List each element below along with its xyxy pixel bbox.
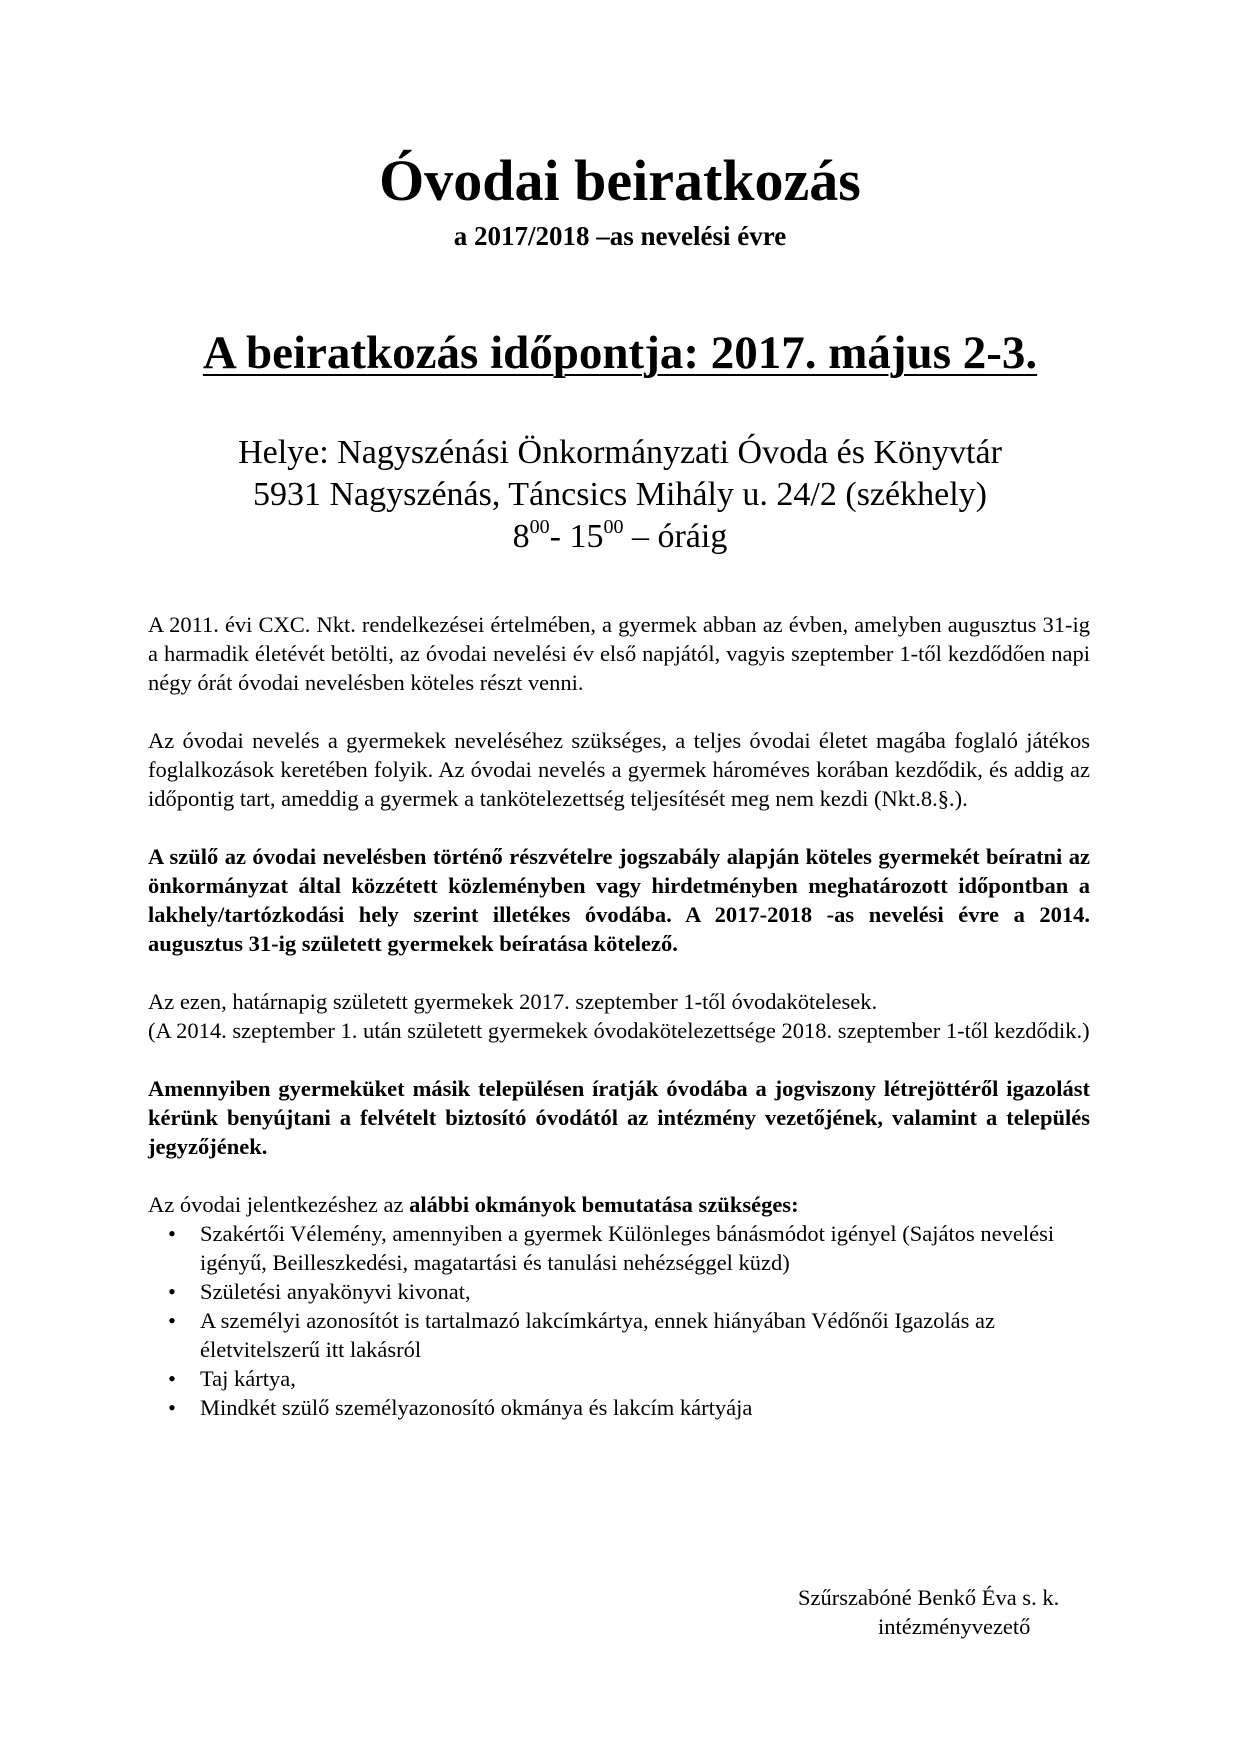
paragraph-other-settlement: Amennyiben gyermeküket másik településen íratják óvodába a jogviszony létrejöttéről igazolást kérünk benyújtani a felvételt biztosító óvodától az intézmény vezetőjének, valamint a település jegyzőjének. (148, 1076, 1090, 1159)
place-line-address: 5931 Nagyszénás, Táncsics Mihály u. 24/2 (székhely) (253, 476, 987, 513)
paragraph-education-description: Az óvodai nevelés a gyermekek neveléséhez szükséges, a teljes óvodai életet magába foglaló játékos foglalkozások keretében folyik. Az óvodai nevelés a gyermek hároméves korában kezdődik, és addig az időpontig tart, ameddig a gyermek a tankötelezettség teljesítését meg nem kezdi (Nkt.8.§.). (148, 728, 1090, 811)
deadline-line-1: Az ezen, határnapig született gyermekek 2017. szeptember 1-től óvodakötelesek. (148, 989, 878, 1014)
hours-end-minutes: 00 (603, 516, 624, 538)
document-item-text: Mindkét szülő személyazonosító okmánya és lakcím kártyája (200, 1395, 753, 1420)
docs-intro-bold: alábbi okmányok bemutatása szükséges: (409, 1192, 799, 1217)
page-title: Óvodai beiratkozás (379, 148, 861, 213)
enrollment-place-block (0, 432, 1240, 558)
paragraph-legal-basis: A 2011. évi CXC. Nkt. rendelkezései értelmében, a gyermek abban az évben, amelyben augusztus 31-ig a harmadik életévét betölti, az óvodai nevelési év első napjától, vagyis szeptember 1-től kezdődően napi négy órát óvodai nevelésben köteles részt venni. (148, 612, 1090, 695)
document-item-text: Születési anyakönyvi kivonat, (200, 1279, 471, 1304)
paragraph-parent-obligation: A szülő az óvodai nevelésben történő részvételre jogszabály alapján köteles gyermekét beíratni az önkormányzat által közzétett közleményben vagy hirdetményben meghatározott időpontban a lakhely/tartózkodási hely szerint illetékes óvodába. A 2017-2018 -as nevelési évre a 2014. augusztus 31-ig született gyermekek beíratása kötelező. (148, 844, 1090, 956)
bullet-icon: • (168, 1279, 176, 1304)
bullet-icon: • (168, 1366, 176, 1391)
document-item-text: A személyi azonosítót is tartalmazó lakcímkártya, ennek hiányában Védőnői Igazolás az életvitelszerű itt lakásról (200, 1308, 995, 1362)
signer-role: intézményvezető (878, 1614, 1031, 1639)
deadline-line-2: (A 2014. szeptember 1. után született gyermekek óvodakötelezettsége 2018. szeptember 1-től kezdődik.) (148, 1018, 1090, 1043)
list-item (148, 1364, 1090, 1393)
paragraph-documents-intro (148, 1190, 1090, 1219)
docs-intro-plain: Az óvodai jelentkezéshez az (148, 1192, 410, 1217)
page-subtitle: a 2017/2018 –as nevelési évre (453, 221, 787, 251)
hours-start-minutes: 00 (529, 516, 550, 538)
bullet-icon: • (168, 1308, 176, 1333)
hours-start: 8 (512, 518, 530, 555)
list-item (148, 1219, 1090, 1277)
required-documents-list (148, 1219, 1090, 1422)
hours-separator: - 15 (549, 518, 604, 555)
signature-block (780, 1583, 1100, 1641)
list-item (148, 1393, 1090, 1422)
enrollment-date-heading (0, 325, 1240, 381)
document-body (148, 610, 1090, 1422)
list-item (148, 1306, 1090, 1364)
paragraph-deadline-info (148, 987, 1090, 1045)
document-item-text: Szakértői Vélemény, amennyiben a gyermek Különleges bánásmódot igényel (Sajátos nevelési igényű, Beilleszkedési, magatartási és tanulási nehézséggel küzd) (200, 1221, 1055, 1275)
hours-suffix: – óráig (623, 518, 728, 555)
enrollment-date-text: A beiratkozás időpontja: 2017. május 2-3. (202, 327, 1038, 379)
bullet-icon: • (168, 1395, 176, 1420)
list-item (148, 1277, 1090, 1306)
opening-hours (0, 516, 1240, 558)
document-item-text: Taj kártya, (200, 1366, 296, 1391)
bullet-icon: • (168, 1221, 176, 1246)
place-line-institution: Helye: Nagyszénási Önkormányzati Óvoda és Könyvtár (238, 434, 1002, 471)
signer-name: Szűrszabóné Benkő Éva s. k. (798, 1585, 1060, 1610)
